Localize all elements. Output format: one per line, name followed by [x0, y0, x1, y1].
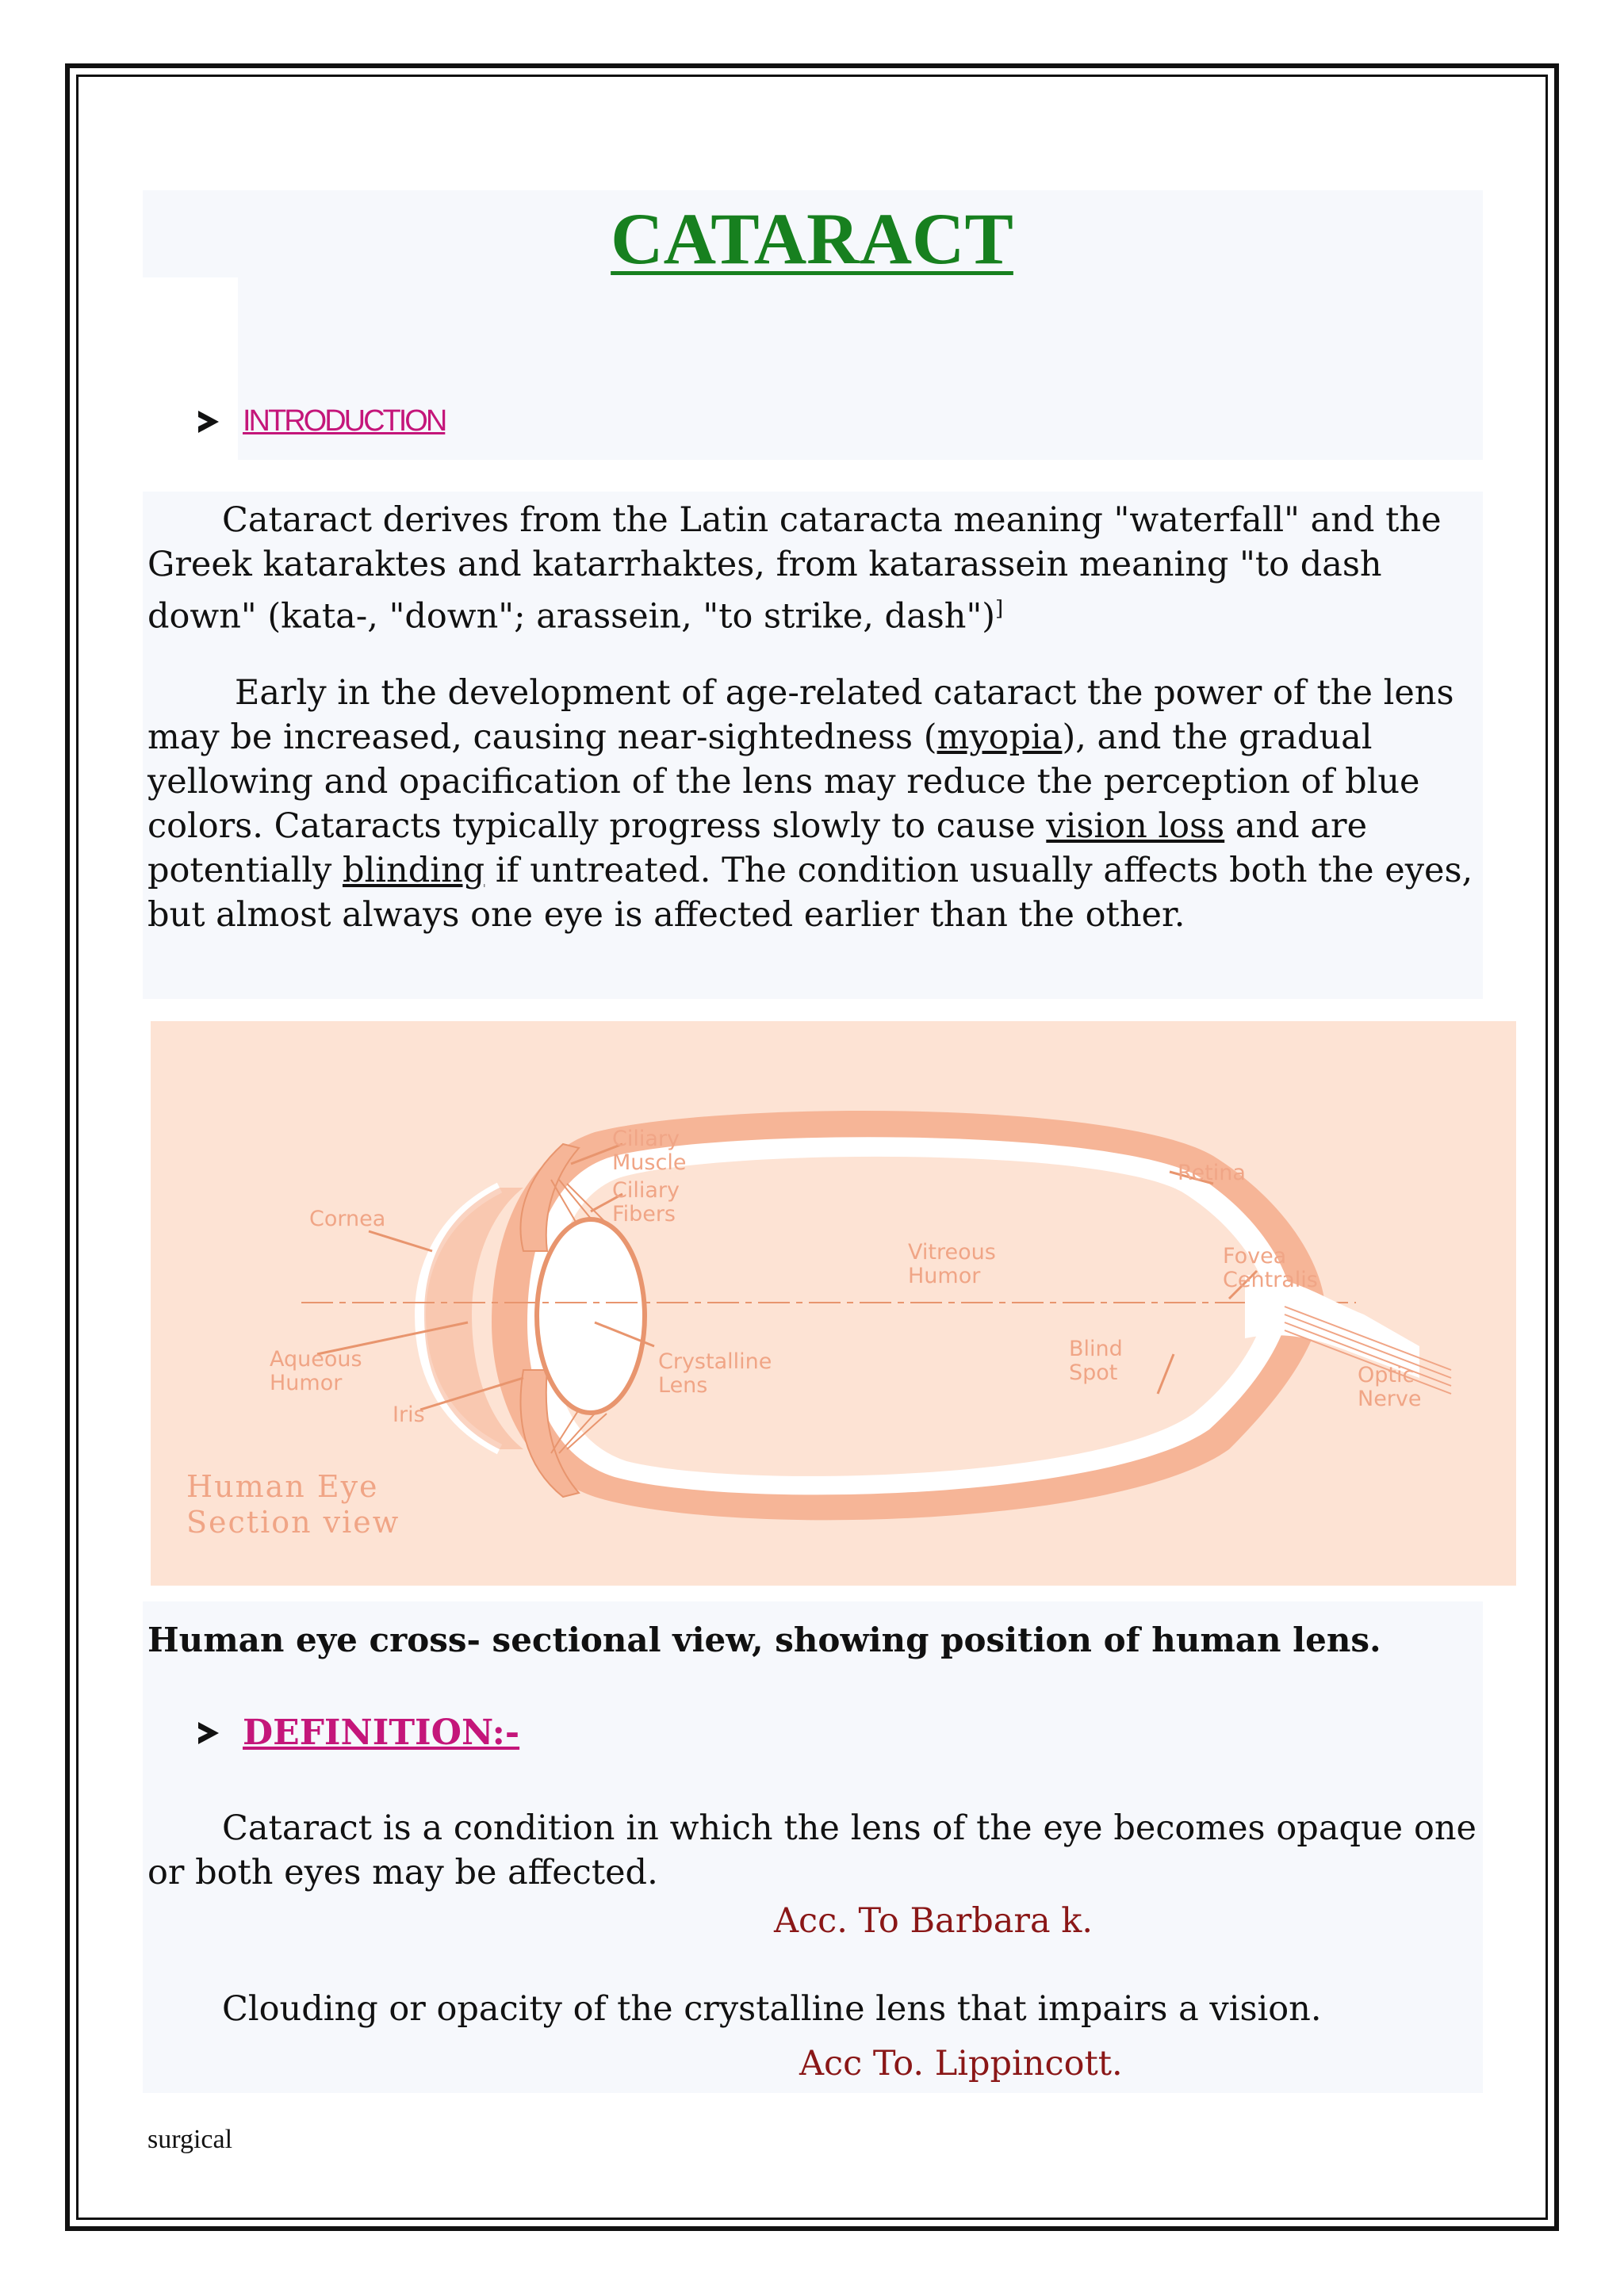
label-retina: Retina: [1178, 1161, 1246, 1185]
myopia-link[interactable]: myopia: [936, 718, 1063, 757]
definition-paragraph-2: Clouding or opacity of the crystalline lens that impairs a vision.: [222, 1989, 1322, 2029]
label-crystalline-2: Lens: [658, 1373, 708, 1398]
vision-loss-link[interactable]: vision loss: [1046, 806, 1225, 846]
figure-caption: Human eye cross- sectional view, showing position of human lens.: [147, 1621, 1381, 1659]
label-section-view: Section view: [186, 1505, 400, 1540]
label-optic-2: Nerve: [1358, 1387, 1422, 1411]
page-footer: surgical: [147, 2125, 233, 2154]
label-fovea-1: Fovea: [1223, 1244, 1287, 1269]
label-human-eye: Human Eye: [186, 1469, 379, 1504]
label-iris: Iris: [393, 1402, 425, 1427]
definition-paragraph-1: Cataract is a condition in which the lens of the eye becomes opaque one or both eyes may be affected.: [147, 1808, 1477, 1892]
eye-diagram-svg: [151, 1021, 1516, 1586]
arrow-bullet-icon: [198, 1722, 219, 1744]
eye-diagram: [151, 1021, 1516, 1586]
label-vitreous-2: Humor: [908, 1264, 981, 1288]
label-aqueous-2: Humor: [270, 1371, 343, 1395]
label-fovea-2: Centralis: [1223, 1268, 1318, 1292]
footnote-mark: ]: [995, 597, 1004, 621]
intro-heading-text: INTRODUCTION: [243, 404, 446, 438]
citation-barbara: Acc. To Barbara k.: [774, 1901, 1093, 1941]
definition-heading-text: DEFINITION:-: [243, 1712, 520, 1753]
intro-paragraph-1: Cataract derives from the Latin cataracta meaning "waterfall" and the Greek kataraktes and katarrhaktes, from katarassein meaning "to dash down" (kata-, "down"; arassein, "to strike, dash")]: [147, 500, 1442, 637]
label-ciliary-muscle-1: Ciliary: [612, 1127, 680, 1151]
label-ciliary-fibers-1: Ciliary: [612, 1178, 680, 1203]
label-ciliary-fibers-2: Fibers: [612, 1202, 676, 1226]
label-aqueous-1: Aqueous: [270, 1347, 362, 1372]
label-vitreous-1: Vitreous: [908, 1240, 996, 1265]
crystalline-lens: [537, 1219, 645, 1413]
citation-lippincott: Acc To. Lippincott.: [799, 2044, 1123, 2084]
label-blind-1: Blind: [1069, 1337, 1123, 1361]
definition-heading: [198, 1712, 519, 1753]
intro-paragraph-2: Early in the development of age-related cataract the power of the lens may be increased, causing near-sightedness (myopia), and the gradual yellowing and opacification of the lens may reduce the perception of blue colors. Cataracts typically progress slowly to cause vision loss and are potentially blinding if untreated. The condition usually affects both the eyes, but almost always one eye is affected earlier than the other.: [147, 673, 1473, 935]
label-optic-1: Optic: [1358, 1363, 1415, 1387]
label-cornea: Cornea: [309, 1207, 386, 1231]
arrow-bullet-icon: [198, 411, 219, 433]
label-crystalline-1: Crystalline: [658, 1349, 772, 1374]
page-title: CATARACT: [611, 198, 1013, 279]
label-ciliary-muscle-2: Muscle: [612, 1150, 687, 1175]
intro-heading: [198, 404, 445, 438]
label-blind-2: Spot: [1069, 1360, 1118, 1385]
blinding-link[interactable]: blinding: [342, 851, 485, 890]
